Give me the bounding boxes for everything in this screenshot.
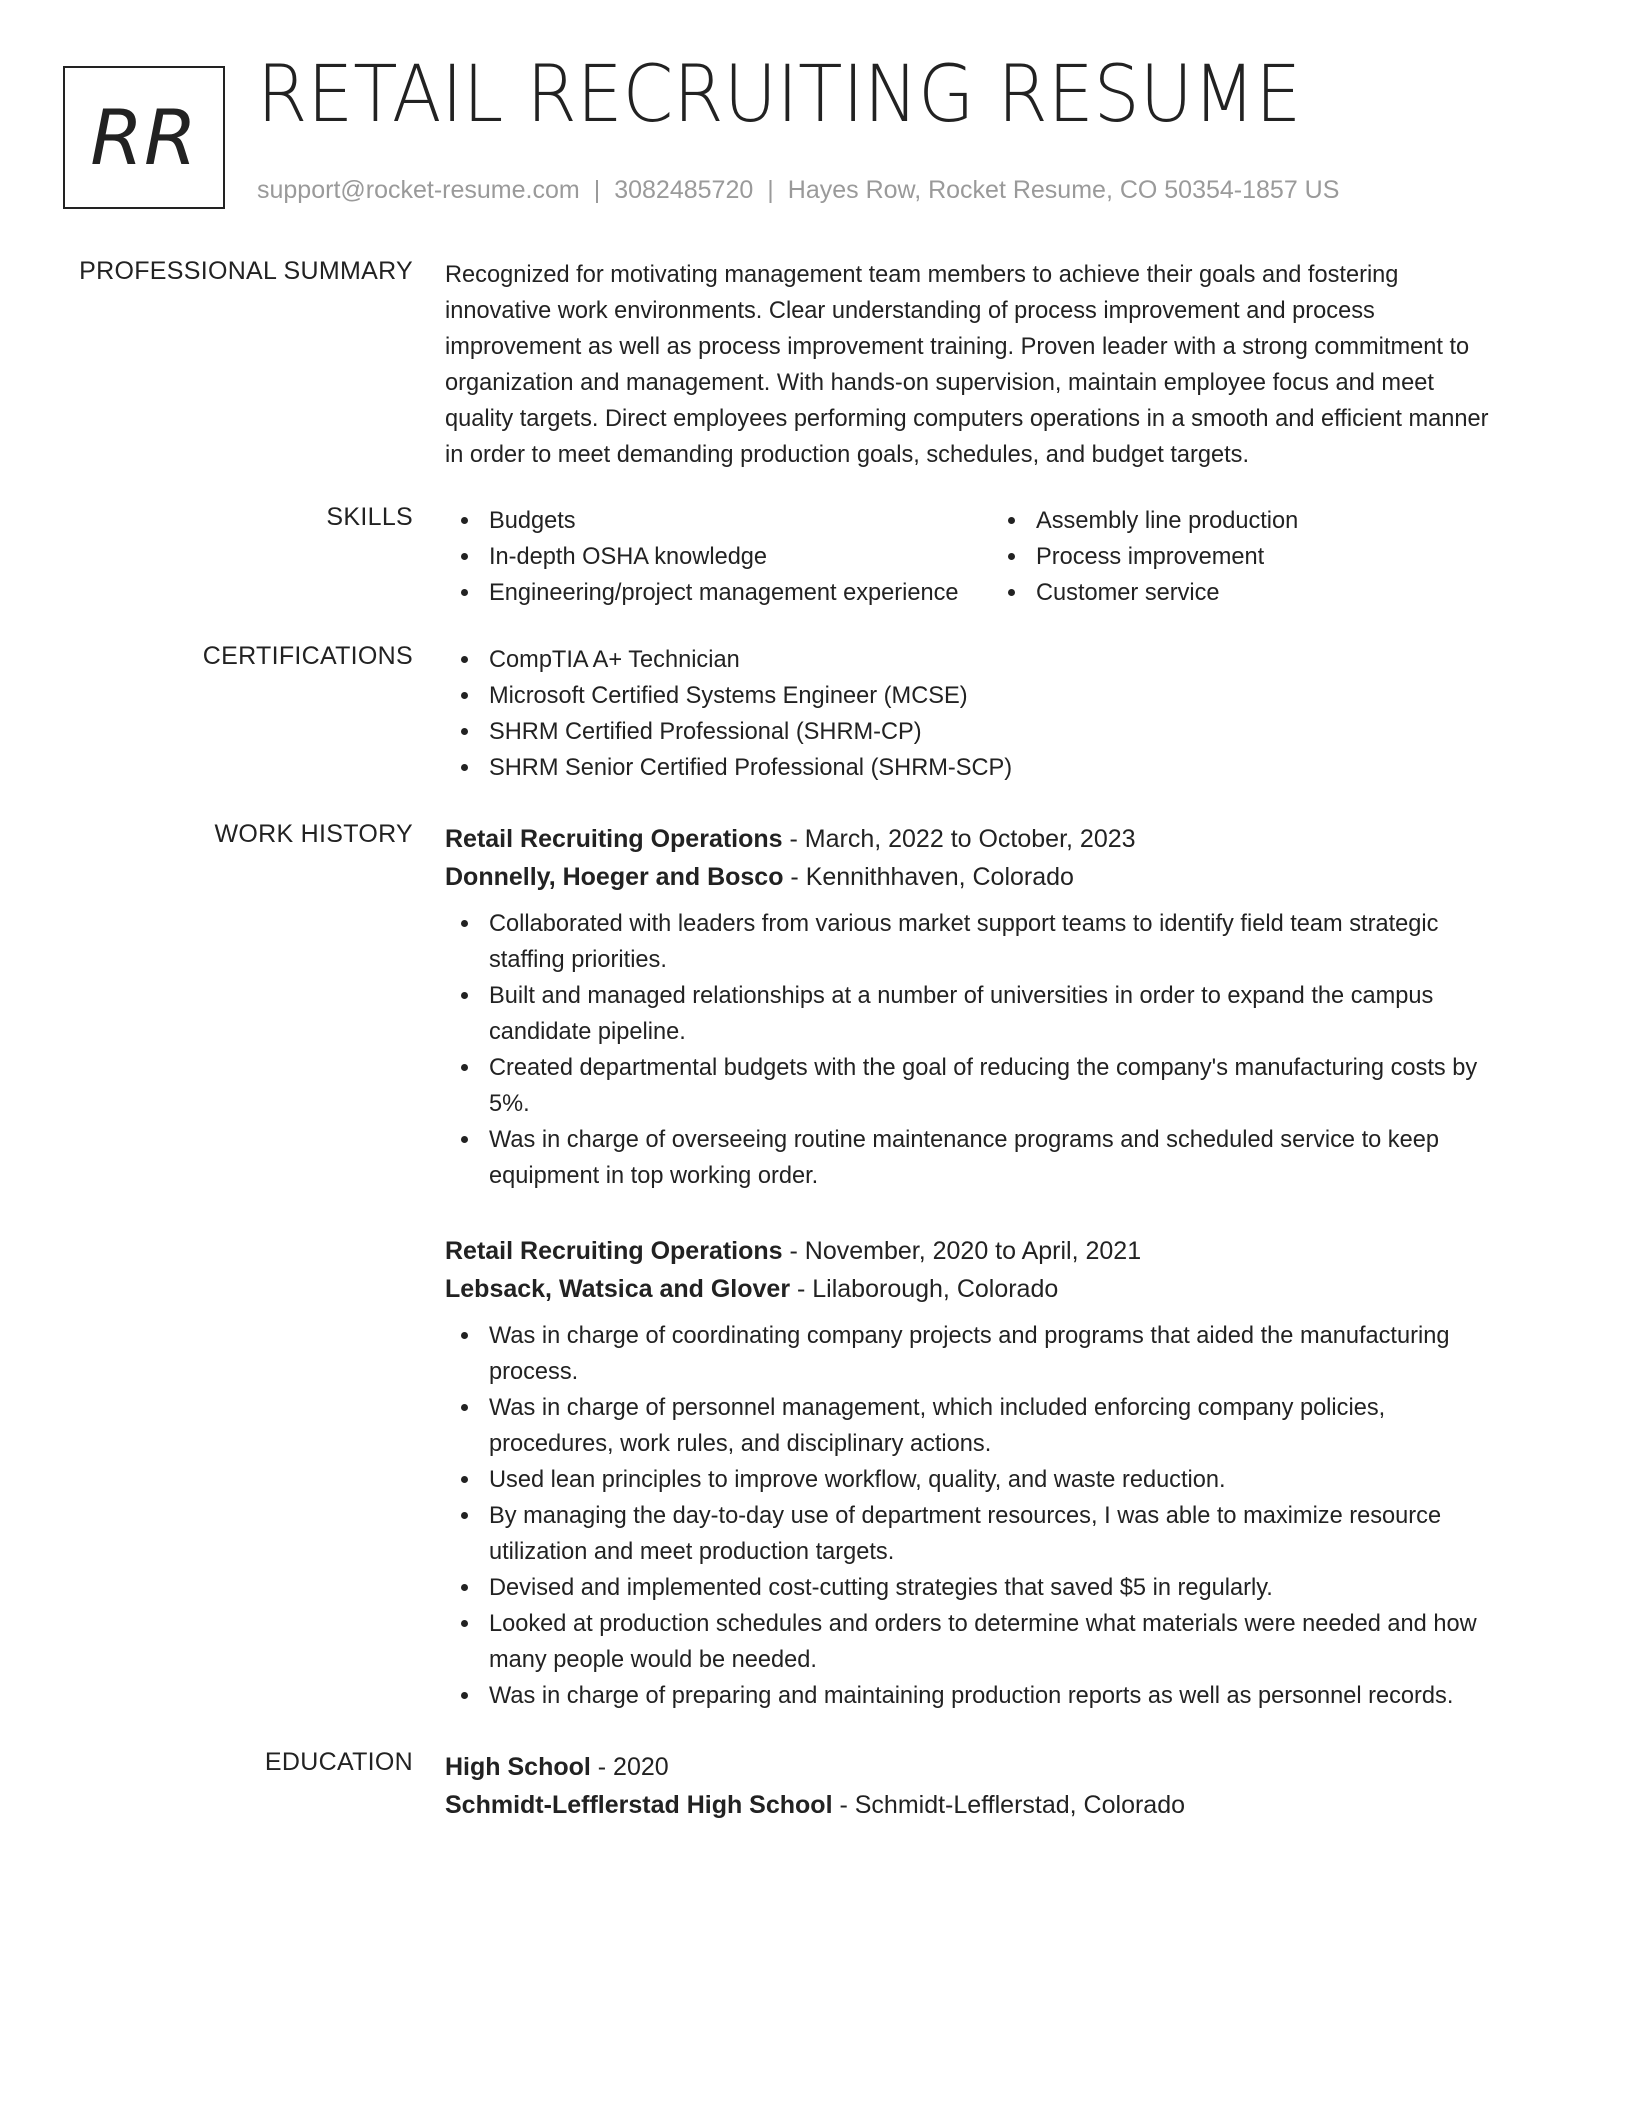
monogram-box (63, 66, 225, 209)
summary-line: Recognized for motivating management team members to achieve their goals and fostering (445, 262, 1399, 288)
education-entry (445, 1748, 1560, 1824)
job-duty: Devised and implemented cost-cutting strategies that saved $5 in regularly. (445, 1570, 1560, 1606)
certification-item: Microsoft Certified Systems Engineer (MCSE) (445, 678, 1560, 714)
job-duty: Created departmental budgets with the goal of reducing the company's manufacturing costs by 5%. (445, 1050, 1560, 1122)
job-duty: Was in charge of coordinating company projects and programs that aided the manufacturing process. (445, 1318, 1560, 1390)
summary-text (445, 257, 1560, 473)
job-duty: Collaborated with leaders from various market support teams to identify field team strategic staffing priorities. (445, 906, 1560, 978)
job-title-line (445, 1232, 1560, 1270)
job-company: Lebsack, Watsica and Glover (445, 1275, 791, 1303)
section-label-summary: PROFESSIONAL SUMMARY (79, 257, 413, 285)
job-duty: By managing the day-to-day use of department resources, I was able to maximize resource utilization and meet production targets. (445, 1498, 1560, 1570)
graduation-year: - 2020 (590, 1753, 669, 1781)
job-location: - Lilaborough, Colorado (790, 1275, 1059, 1303)
skill-item: Budgets (445, 503, 992, 539)
job-title: Retail Recruiting Operations (445, 1237, 783, 1265)
contact-address: Hayes Row, Rocket Resume, CO 50354-1857 US (787, 176, 1340, 204)
resume-title: RETAIL RECRUITING RESUME (257, 50, 1302, 140)
certification-item: CompTIA A+ Technician (445, 642, 1560, 678)
contact-phone[interactable]: 3082485720 (614, 176, 754, 204)
skill-item: Engineering/project management experience (445, 575, 992, 611)
contact-email[interactable]: support@rocket-resume.com (257, 176, 580, 204)
contact-separator: | (593, 176, 601, 204)
skill-item: Customer service (992, 575, 1539, 611)
skill-item: Process improvement (992, 539, 1539, 575)
section-label-education: EDUCATION (264, 1748, 413, 1776)
skills-column-1 (445, 503, 992, 611)
job-entry (445, 820, 1560, 1194)
job-company-line (445, 1270, 1560, 1308)
degree: High School (445, 1753, 591, 1781)
certifications-list (445, 642, 1560, 786)
job-duty: Was in charge of preparing and maintaining production reports as well as personnel records. (445, 1678, 1560, 1714)
section-label-skills: SKILLS (326, 503, 413, 531)
job-entry (445, 1232, 1560, 1714)
summary-line: innovative work environments. Clear understanding of process improvement and process (445, 298, 1375, 324)
job-dates: - November, 2020 to April, 2021 (782, 1237, 1142, 1265)
section-label-certifications: CERTIFICATIONS (202, 642, 413, 670)
summary-line: in order to meet demanding production goals, schedules, and budget targets. (445, 442, 1250, 468)
job-duties (445, 1318, 1560, 1714)
job-company: Donnelly, Hoeger and Bosco (445, 863, 784, 891)
contact-line (257, 176, 1339, 205)
degree-line (445, 1748, 1560, 1786)
job-duty: Built and managed relationships at a number of universities in order to expand the campus candidate pipeline. (445, 978, 1560, 1050)
skills-column-2 (992, 503, 1539, 611)
job-title: Retail Recruiting Operations (445, 825, 783, 853)
skill-item: In-depth OSHA knowledge (445, 539, 992, 575)
school-name: Schmidt-Lefflerstad High School (445, 1791, 833, 1819)
job-duty: Was in charge of overseeing routine maintenance programs and scheduled service to keep equipment in top working order. (445, 1122, 1560, 1194)
skills-grid (445, 503, 1560, 611)
school-location: - Schmidt-Lefflerstad, Colorado (832, 1791, 1186, 1819)
job-company-line (445, 858, 1560, 896)
school-line (445, 1786, 1560, 1824)
job-location: - Kennithhaven, Colorado (783, 863, 1074, 891)
job-duty: Was in charge of personnel management, which included enforcing company policies, procedures, work rules, and disciplinary actions. (445, 1390, 1560, 1462)
section-label-work-history: WORK HISTORY (214, 820, 413, 848)
job-duty: Looked at production schedules and orders to determine what materials were needed and how many people would be needed. (445, 1606, 1560, 1678)
summary-line: organization and management. With hands-on supervision, maintain employee focus and meet (445, 370, 1434, 396)
monogram-initials: RR (90, 92, 198, 182)
summary-line: quality targets. Direct employees performing computers operations in a smooth and efficient manner (445, 406, 1489, 432)
certification-item: SHRM Senior Certified Professional (SHRM-SCP) (445, 750, 1560, 786)
summary-line: improvement as well as process improvement training. Proven leader with a strong commitment to (445, 334, 1470, 360)
job-title-line (445, 820, 1560, 858)
contact-separator: | (767, 176, 774, 204)
certification-item: SHRM Certified Professional (SHRM-CP) (445, 714, 1560, 750)
job-duties (445, 906, 1560, 1194)
job-duty: Used lean principles to improve workflow, quality, and waste reduction. (445, 1462, 1560, 1498)
job-dates: - March, 2022 to October, 2023 (782, 825, 1136, 853)
skill-item: Assembly line production (992, 503, 1539, 539)
